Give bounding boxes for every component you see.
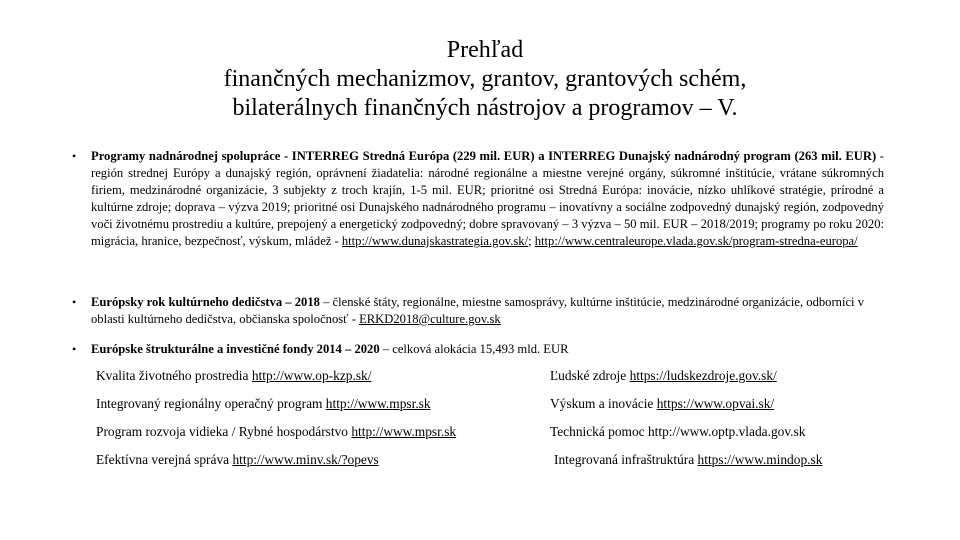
title-line-3: bilaterálnych finančných nástrojov a programov – V. — [232, 95, 738, 121]
bullet-esif-text — [91, 341, 884, 358]
bullet-interreg — [72, 148, 884, 250]
program-link[interactable]: https://www.opvai.sk/ — [656, 396, 775, 411]
program-label: Program rozvoja vidieka / Rybné hospodárstvo — [96, 424, 352, 439]
bullet-heritage-description: – členské štáty, regionálne, miestne samosprávy, kultúrne inštitúcie, medzinárodné organizácie, odborníci v oblasti kultúrneho dedičstva, občianska spoločnosť - — [91, 295, 864, 326]
program-item — [96, 452, 379, 468]
program-link[interactable]: https://www.mindop.sk — [697, 452, 823, 467]
program-label: Kvalita životného prostredia — [96, 368, 252, 383]
program-label: Integrovaná infraštruktúra — [554, 452, 698, 467]
bullet-interreg-heading: Programy nadnárodnej spolupráce - INTERREG Stredná Európa (229 mil. EUR) a INTERREG Dunajský nadnárodný program (263 mil. EUR) — [91, 149, 877, 163]
link-central-europe[interactable]: http://www.centraleurope.vlada.gov.sk/program-stredna-europa/ — [534, 234, 858, 248]
bullet-esif — [72, 341, 884, 358]
program-label: Výskum a inovácie — [550, 396, 657, 411]
bullet-interreg-description: - región strednej Európy a dunajský región, oprávnení žiadatelia: národné regionálne a miestne verejné orgány, súkromné inštitúcie, vrátane súkromných firiem, medzinárodné organizácie, 3 subjekty z troch krajín, 1-5 mil. EUR; prioritné osi Stredná Európa: inovácie, nízko uhlíkové stratégie, prírodné a kultúrne zdroje; doprava – výzva 2019; prioritné osi Dunajského nadnárodného programu – inovatívny a sociálne zodpovedný dunajský región, zodpovedný voči životnému prostrediu a kultúre, prepojený a energetický zodpovedný; dobre spravovaný – 3 výzva – 50 mil. EUR – 2018/2019; programy po roku 2020: migrácia, hranice, bezpečnosť, výskum, mládež - — [91, 149, 884, 248]
link-erkd-email[interactable]: ERKD2018@culture.gov.sk — [359, 312, 501, 326]
program-link[interactable]: http://www.op-kzp.sk/ — [251, 368, 372, 383]
title-line-2: finančných mechanizmov, grantov, grantových schém, — [223, 66, 747, 92]
program-item — [550, 368, 777, 384]
bullet-heritage-heading: Európsky rok kultúrneho dedičstva – 2018 — [91, 295, 320, 309]
program-label: Ľudské zdroje — [550, 368, 630, 383]
program-item — [96, 368, 371, 384]
program-item — [96, 396, 431, 412]
bullet-dot-icon: • — [72, 342, 77, 356]
bullet-dot-icon: • — [72, 149, 77, 163]
program-label: Integrovaný regionálny operačný program — [96, 396, 326, 411]
bullet-heritage-text — [91, 294, 884, 328]
link-dunajska-strategia[interactable]: http://www.dunajskastrategia.gov.sk/ — [341, 234, 529, 248]
link-separator: ; — [528, 234, 535, 248]
program-item — [550, 424, 805, 440]
bullet-esif-description: – celková alokácia 15,493 mld. EUR — [379, 342, 569, 356]
program-link[interactable]: http://www.mpsr.sk — [325, 396, 431, 411]
bullet-esif-heading: Európske štrukturálne a investičné fondy 2014 – 2020 — [91, 342, 380, 356]
program-link[interactable]: http://www.mpsr.sk — [351, 424, 457, 439]
bullet-dot-icon: • — [72, 295, 77, 309]
bullet-heritage-year — [72, 294, 884, 328]
program-label: Technická pomoc — [550, 424, 648, 439]
bullet-interreg-text — [91, 148, 884, 250]
program-link[interactable]: https://ludskezdroje.gov.sk/ — [629, 368, 777, 383]
program-item — [96, 424, 456, 440]
title-line-1: Prehľad — [446, 37, 524, 63]
page-title — [120, 36, 850, 123]
program-label: Efektívna verejná správa — [96, 452, 233, 467]
program-link[interactable]: http://www.minv.sk/?opevs — [232, 452, 379, 467]
program-item — [550, 396, 774, 412]
program-item — [554, 452, 822, 468]
program-url: http://www.optp.vlada.gov.sk — [647, 424, 806, 439]
